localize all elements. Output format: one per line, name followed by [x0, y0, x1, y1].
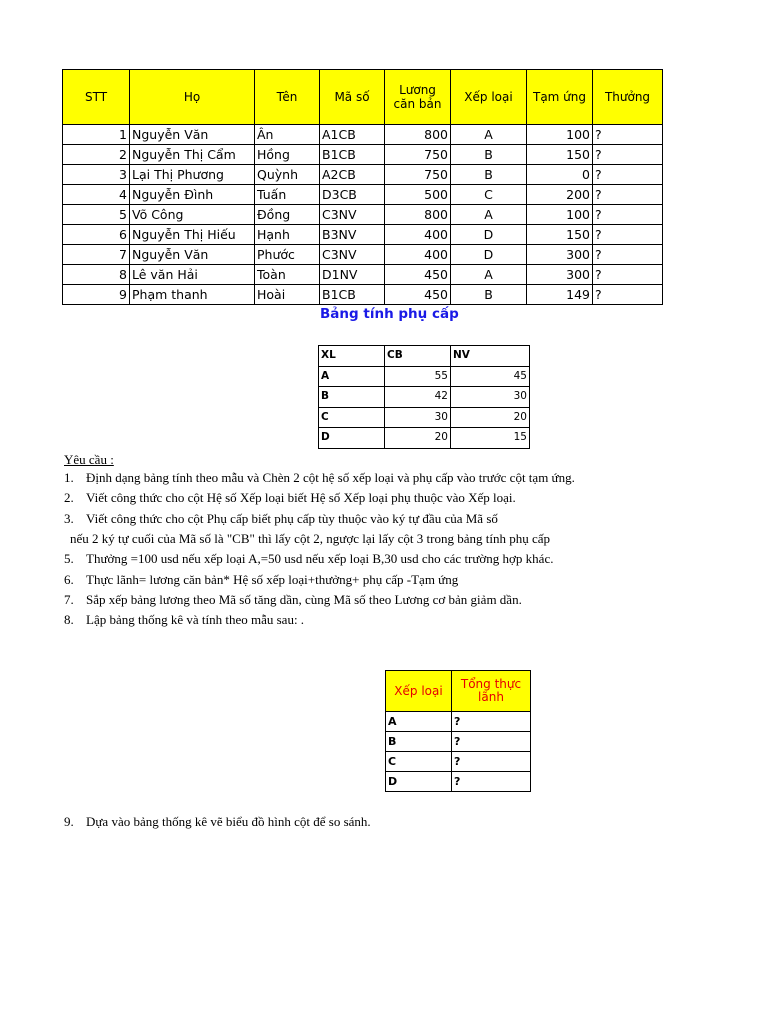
cell-ten: Toàn	[255, 265, 320, 285]
allowance-table	[318, 345, 530, 449]
cell-ten: Đồng	[255, 205, 320, 225]
allowance-cell-xl: A	[319, 366, 385, 387]
table-row	[63, 145, 663, 165]
requirement-text: nếu 2 ký tự cuối của Mã số là "CB" thì lấy cột 2, ngược lại lấy cột 3 trong bảng tính phụ cấp	[70, 530, 550, 546]
allowance-header-cb: CB	[385, 346, 451, 367]
requirement-num: 7.	[64, 591, 74, 607]
allowance-row	[319, 428, 530, 449]
stats-header-tong-thuc-lanh: Tổng thực lãnh	[452, 671, 531, 712]
allowance-cell-xl: B	[319, 387, 385, 408]
cell-tam-ung: 200	[527, 185, 593, 205]
cell-ho: Lê văn Hải	[130, 265, 255, 285]
cell-xep-loai: B	[451, 165, 527, 185]
cell-stt: 8	[63, 265, 130, 285]
cell-xep-loai: A	[451, 125, 527, 145]
requirement-text: Viết công thức cho cột Hệ số Xếp loại biết Hệ số Xếp loại phụ thuộc vào Xếp loại.	[86, 490, 516, 506]
stats-row	[386, 712, 531, 732]
cell-stt: 5	[63, 205, 130, 225]
stats-cell-xep-loai: D	[386, 772, 452, 792]
allowance-cell-cb: 55	[385, 366, 451, 387]
stats-header	[386, 671, 531, 712]
cell-thuong: ?	[593, 165, 663, 185]
cell-luong: 500	[385, 185, 451, 205]
cell-xep-loai: B	[451, 285, 527, 305]
requirements-heading: Yêu cầu :	[64, 452, 114, 467]
requirement-num: 2.	[64, 490, 74, 506]
requirement-item	[64, 509, 498, 529]
cell-tam-ung: 300	[527, 265, 593, 285]
stats-cell-tong: ?	[452, 732, 531, 752]
cell-luong: 450	[385, 285, 451, 305]
cell-stt: 4	[63, 185, 130, 205]
cell-ho: Nguyễn Văn	[130, 245, 255, 265]
cell-thuong: ?	[593, 145, 663, 165]
stats-cell-xep-loai: A	[386, 712, 452, 732]
requirement-item	[64, 590, 522, 610]
requirement-item	[64, 610, 304, 630]
stats-row	[386, 772, 531, 792]
header-thuong: Thưởng	[593, 70, 663, 125]
cell-ten: Ân	[255, 125, 320, 145]
allowance-cell-cb: 20	[385, 428, 451, 449]
allowance-header-xl: XL	[319, 346, 385, 367]
stats-row	[386, 752, 531, 772]
cell-stt: 1	[63, 125, 130, 145]
cell-tam-ung: 0	[527, 165, 593, 185]
requirement-num: 5.	[64, 551, 74, 567]
header-ma-so: Mã số	[320, 70, 385, 125]
allowance-cell-nv: 45	[451, 366, 530, 387]
requirement-text: Định dạng bảng tính theo mẫu và Chèn 2 cột hệ số xếp loại và phụ cấp vào trước cột tạm ứng.	[86, 470, 575, 485]
stats-row	[386, 732, 531, 752]
header-luong-can-ban: Lương căn bản	[385, 70, 451, 125]
cell-ma-so: D3CB	[320, 185, 385, 205]
allowance-row	[319, 366, 530, 387]
requirement-text: Dựa vào bảng thống kê vẽ biểu đồ hình cột để so sánh.	[86, 814, 371, 829]
allowance-row	[319, 407, 530, 428]
allowance-header	[319, 346, 530, 367]
cell-ten: Quỳnh	[255, 165, 320, 185]
requirement-text: Thực lãnh= lương căn bản* Hệ số xếp loại+thưởng+ phụ cấp -Tạm ứng	[86, 571, 459, 587]
cell-xep-loai: B	[451, 145, 527, 165]
table-row	[63, 165, 663, 185]
stats-table	[385, 670, 531, 792]
cell-ho: Nguyễn Đình	[130, 185, 255, 205]
cell-tam-ung: 150	[527, 145, 593, 165]
table-row	[63, 265, 663, 285]
cell-tam-ung: 149	[527, 285, 593, 305]
cell-thuong: ?	[593, 265, 663, 285]
stats-cell-xep-loai: C	[386, 752, 452, 772]
cell-xep-loai: A	[451, 265, 527, 285]
cell-ma-so: A1CB	[320, 125, 385, 145]
table-row	[63, 285, 663, 305]
table-row	[63, 125, 663, 145]
cell-ma-so: C3NV	[320, 205, 385, 225]
cell-ho: Võ Công	[130, 205, 255, 225]
requirement-num: 9.	[64, 814, 74, 829]
requirement-text: Thưởng =100 usd nếu xếp loại A,=50 usd nếu xếp loại B,30 usd cho các trường hợp khác.	[86, 551, 554, 567]
cell-luong: 800	[385, 125, 451, 145]
cell-thuong: ?	[593, 185, 663, 205]
cell-ma-so: C3NV	[320, 245, 385, 265]
table-row	[63, 205, 663, 225]
cell-luong: 750	[385, 165, 451, 185]
header-xep-loai: Xếp loại	[451, 70, 527, 125]
cell-ma-so: B1CB	[320, 285, 385, 305]
cell-ma-so: B1CB	[320, 145, 385, 165]
header-stt: STT	[63, 70, 130, 125]
cell-luong: 400	[385, 245, 451, 265]
requirement-item	[64, 468, 575, 488]
cell-tam-ung: 300	[527, 245, 593, 265]
cell-xep-loai: C	[451, 185, 527, 205]
cell-ho: Nguyễn Thị Cẩm	[130, 145, 255, 165]
requirement-text: Sắp xếp bảng lương theo Mã số tăng dần, cùng Mã số theo Lương cơ bản giảm dần.	[86, 591, 522, 607]
stats-cell-tong: ?	[452, 772, 531, 792]
allowance-row	[319, 387, 530, 408]
requirement-item	[64, 488, 516, 508]
cell-ho: Lại Thị Phương	[130, 165, 255, 185]
cell-stt: 3	[63, 165, 130, 185]
cell-ho: Phạm thanh	[130, 285, 255, 305]
requirement-num: 8.	[64, 612, 74, 628]
allowance-cell-xl: D	[319, 428, 385, 449]
cell-stt: 9	[63, 285, 130, 305]
cell-thuong: ?	[593, 205, 663, 225]
salary-table	[62, 69, 663, 305]
allowance-cell-xl: C	[319, 407, 385, 428]
allowance-cell-nv: 20	[451, 407, 530, 428]
salary-table-header	[63, 70, 663, 125]
requirement-item	[64, 549, 553, 569]
requirement-item	[64, 570, 458, 590]
stats-cell-xep-loai: B	[386, 732, 452, 752]
allowance-cell-cb: 30	[385, 407, 451, 428]
cell-xep-loai: A	[451, 205, 527, 225]
cell-ten: Hoài	[255, 285, 320, 305]
allowance-cell-nv: 30	[451, 387, 530, 408]
cell-ma-so: D1NV	[320, 265, 385, 285]
table-row	[63, 225, 663, 245]
cell-luong: 800	[385, 205, 451, 225]
cell-stt: 6	[63, 225, 130, 245]
cell-thuong: ?	[593, 285, 663, 305]
stats-cell-tong: ?	[452, 712, 531, 732]
requirement-num: 6.	[64, 571, 74, 587]
cell-xep-loai: D	[451, 245, 527, 265]
cell-luong: 750	[385, 145, 451, 165]
cell-xep-loai: D	[451, 225, 527, 245]
header-ten: Tên	[255, 70, 320, 125]
cell-thuong: ?	[593, 125, 663, 145]
cell-thuong: ?	[593, 245, 663, 265]
requirement-num: 1.	[64, 470, 74, 485]
cell-ma-so: B3NV	[320, 225, 385, 245]
header-tam-ung: Tạm ứng	[527, 70, 593, 125]
cell-ten: Tuấn	[255, 185, 320, 205]
cell-stt: 7	[63, 245, 130, 265]
stats-header-xep-loai: Xếp loại	[386, 671, 452, 712]
header-ho: Họ	[130, 70, 255, 125]
cell-ho: Nguyễn Văn	[130, 125, 255, 145]
cell-thuong: ?	[593, 225, 663, 245]
cell-ten: Phước	[255, 245, 320, 265]
allowance-title: Bảng tính phụ cấp	[320, 306, 459, 322]
cell-ho: Nguyễn Thị Hiếu	[130, 225, 255, 245]
stats-cell-tong: ?	[452, 752, 531, 772]
allowance-cell-nv: 15	[451, 428, 530, 449]
requirement-item-9	[64, 812, 371, 832]
cell-ten: Hạnh	[255, 225, 320, 245]
requirement-text: Lập bảng thống kê và tính theo mẫu sau: .	[86, 612, 305, 628]
cell-tam-ung: 100	[527, 125, 593, 145]
requirement-num: 3.	[64, 510, 74, 526]
requirement-item	[64, 529, 550, 549]
cell-ma-so: A2CB	[320, 165, 385, 185]
table-row	[63, 245, 663, 265]
allowance-cell-cb: 42	[385, 387, 451, 408]
cell-tam-ung: 100	[527, 205, 593, 225]
allowance-header-nv: NV	[451, 346, 530, 367]
cell-stt: 2	[63, 145, 130, 165]
requirement-text: Viết công thức cho cột Phụ cấp biết phụ cấp tùy thuộc vào ký tự đầu của Mã số	[86, 510, 498, 526]
cell-luong: 400	[385, 225, 451, 245]
table-row	[63, 185, 663, 205]
cell-ten: Hồng	[255, 145, 320, 165]
cell-tam-ung: 150	[527, 225, 593, 245]
cell-luong: 450	[385, 265, 451, 285]
